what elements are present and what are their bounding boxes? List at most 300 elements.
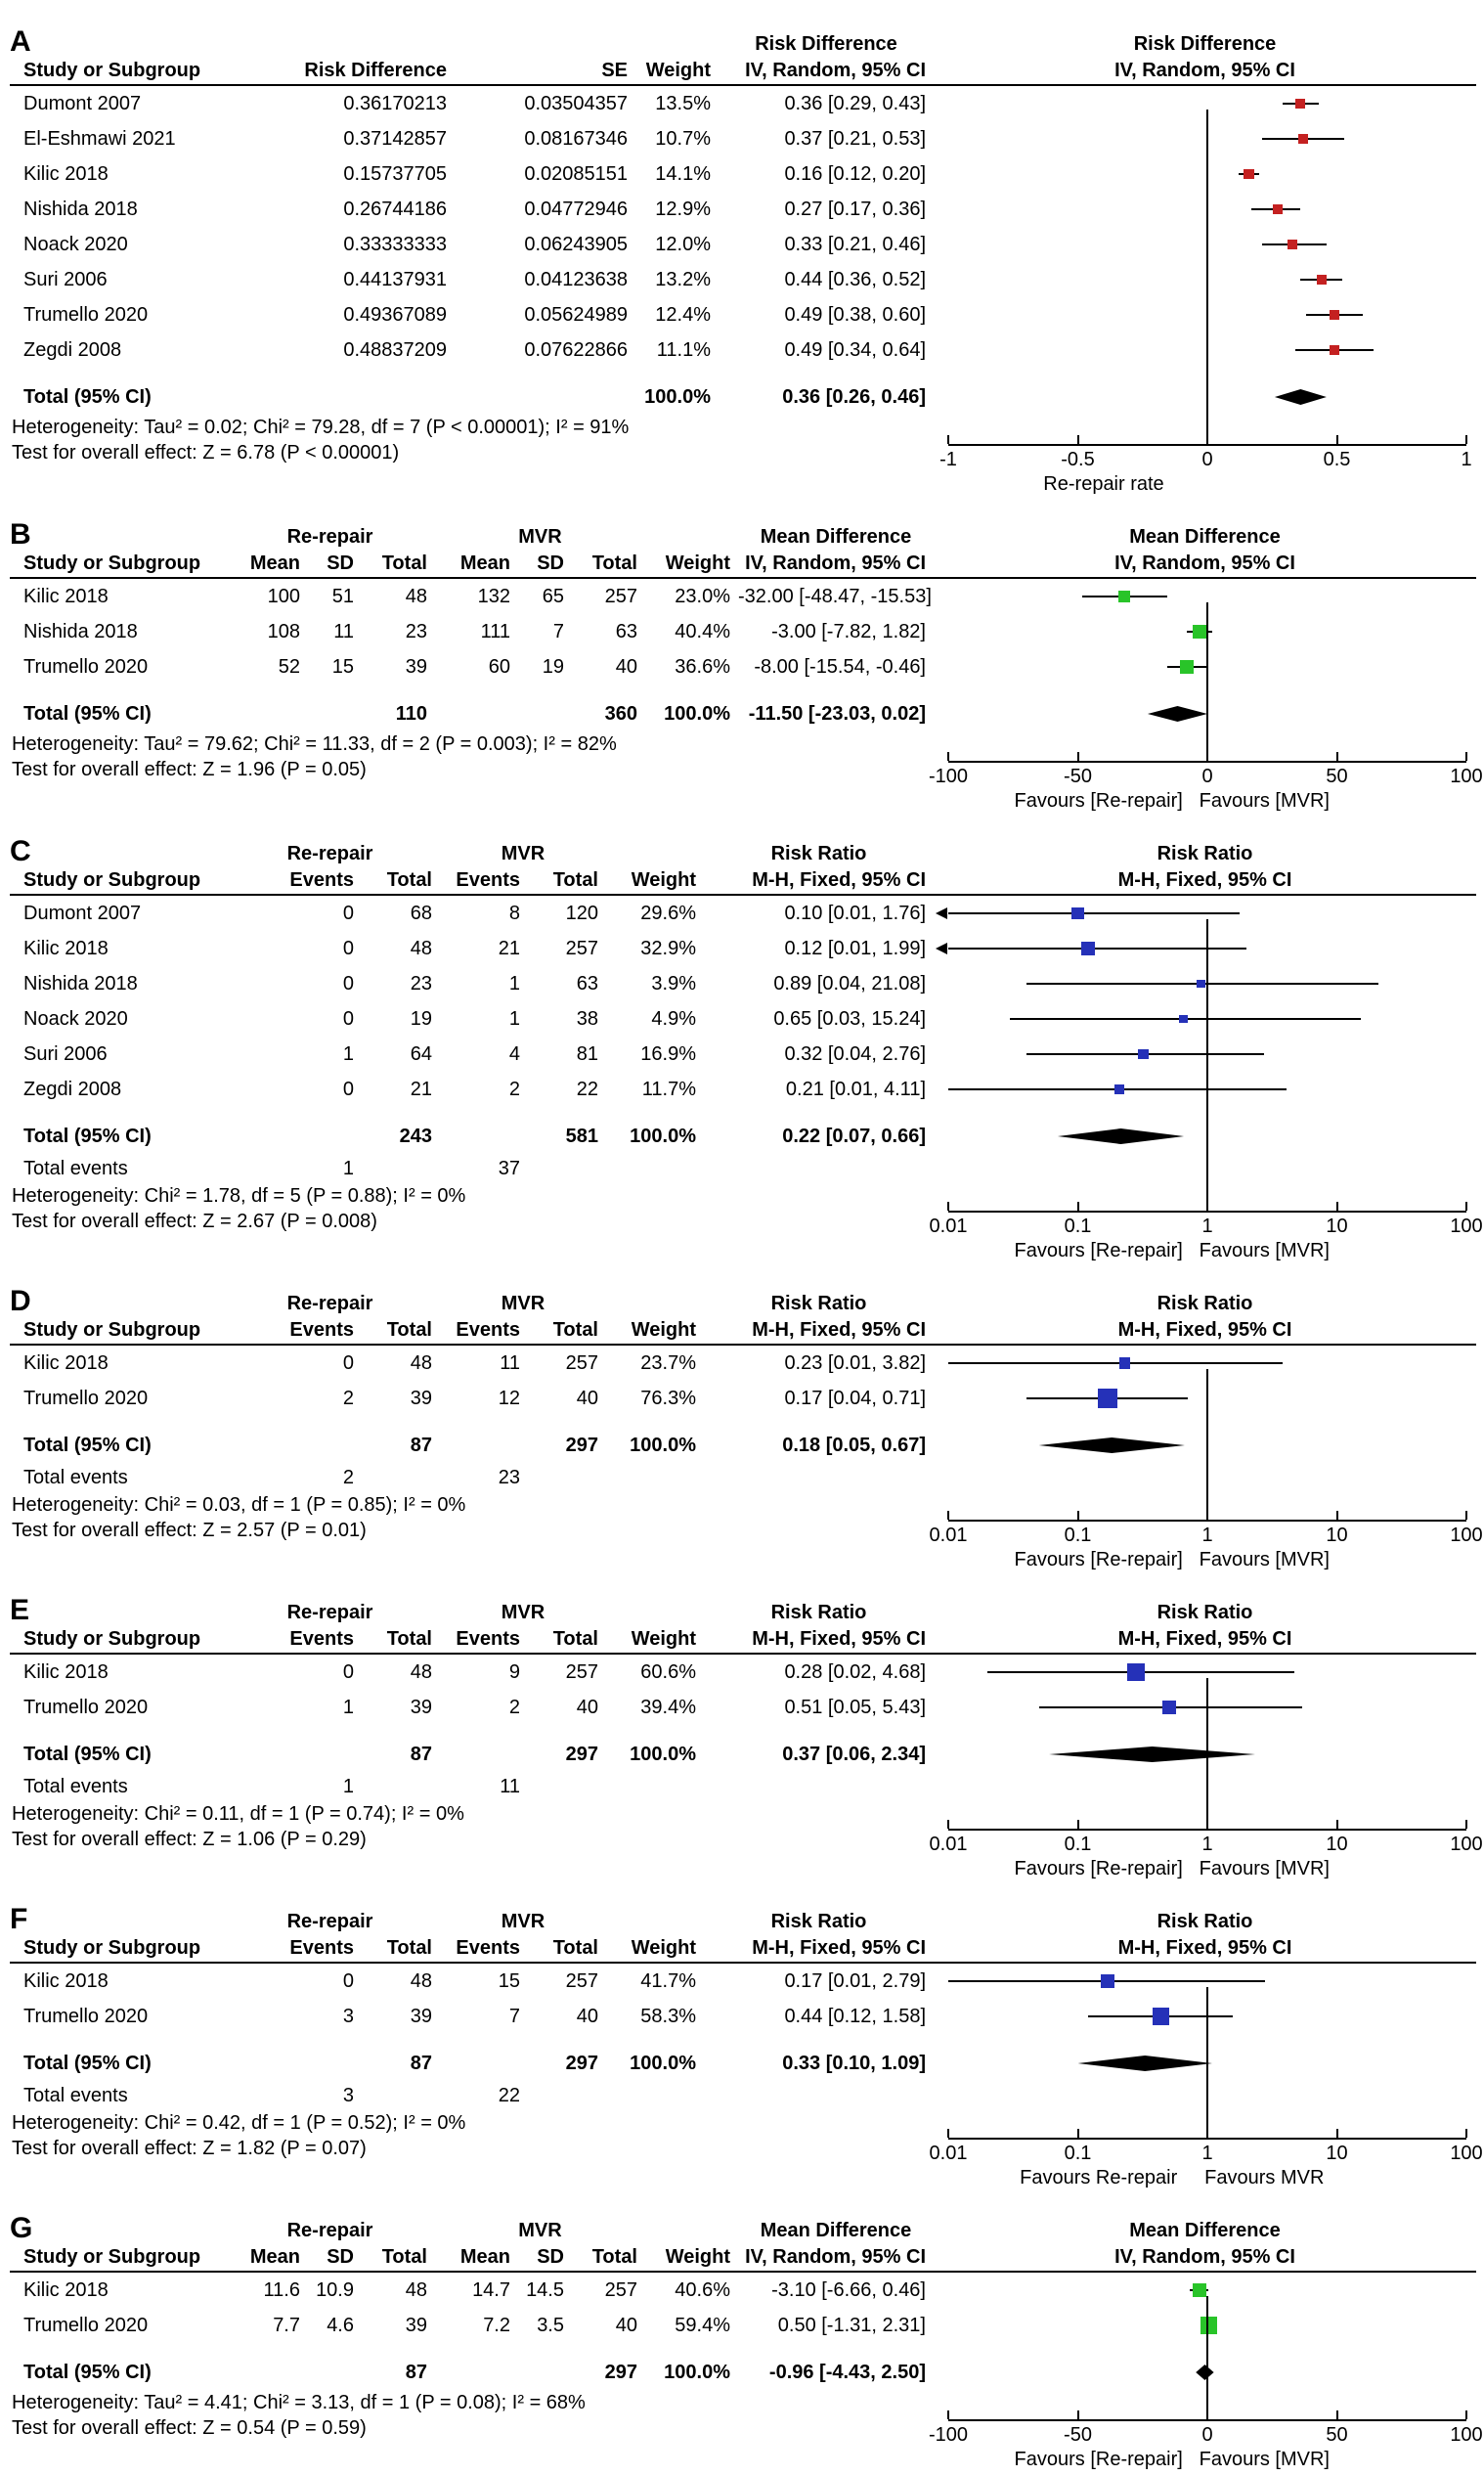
column-header: Events bbox=[289, 1627, 354, 1650]
plot-cell bbox=[934, 931, 1476, 966]
overall-effect-note: Test for overall effect: Z = 1.82 (P = 0.07) bbox=[12, 2138, 367, 2159]
column-header: Total bbox=[386, 1627, 432, 1650]
group-header-rerepair: Re-repair bbox=[286, 2219, 373, 2241]
heterogeneity-note: Heterogeneity: Chi² = 0.42, df = 1 (P = 0.52); I² = 0% bbox=[12, 2112, 466, 2134]
study-cell: 39 bbox=[410, 1387, 432, 1409]
column-header: Weight bbox=[665, 2245, 730, 2268]
study-row bbox=[10, 262, 1476, 297]
axis-tick bbox=[1077, 2129, 1079, 2138]
total-cell: Total (95% CI) bbox=[23, 1434, 152, 1456]
plot-cell-total bbox=[934, 2046, 1476, 2081]
effect-marker bbox=[1153, 2008, 1169, 2024]
total-events-cell: Total events bbox=[23, 2084, 128, 2106]
axis-tick bbox=[1465, 1820, 1467, 1829]
effect-marker bbox=[1180, 660, 1194, 674]
study-cell: 39.4% bbox=[640, 1696, 696, 1718]
column-header: Events bbox=[289, 1936, 354, 1959]
header-group-row bbox=[10, 841, 1476, 866]
study-cell: 59.4% bbox=[675, 2314, 730, 2336]
effect-marker bbox=[1298, 134, 1308, 144]
summary-diamond bbox=[1275, 389, 1327, 405]
effect-marker bbox=[1317, 275, 1327, 285]
study-cell: 64 bbox=[410, 1042, 432, 1065]
total-cell: 100.0% bbox=[630, 1434, 696, 1456]
study-cell: 48 bbox=[410, 937, 432, 959]
study-cell: 38 bbox=[576, 1007, 598, 1030]
total-cell: 360 bbox=[604, 702, 637, 725]
total-cell: 110 bbox=[395, 702, 427, 725]
axis-tick-label: 1 bbox=[1201, 1525, 1213, 1546]
study-cell: 4 bbox=[508, 1042, 520, 1065]
summary-diamond bbox=[1039, 1437, 1185, 1453]
plot-cell-total bbox=[934, 1737, 1476, 1772]
effect-title: Risk Ratio bbox=[770, 1910, 867, 1932]
plot-effect-subtitle: M-H, Fixed, 95% CI bbox=[1117, 868, 1292, 891]
study-row bbox=[10, 614, 1476, 649]
axis-tick-label: 0 bbox=[1201, 2424, 1213, 2446]
total-events-row bbox=[10, 1154, 1476, 1183]
study-cell: 0.23 [0.01, 3.82] bbox=[784, 1351, 926, 1374]
study-name: Suri 2006 bbox=[23, 1042, 108, 1065]
study-name: Kilic 2018 bbox=[23, 1351, 109, 1374]
study-name: El-Eshmawi 2021 bbox=[23, 127, 176, 150]
study-cell: 257 bbox=[565, 1660, 598, 1683]
column-header: Total bbox=[552, 1318, 598, 1341]
study-cell: 60 bbox=[488, 655, 510, 678]
overall-effect-note: Test for overall effect: Z = 0.54 (P = 0.59) bbox=[12, 2417, 367, 2439]
study-cell: 40 bbox=[576, 2005, 598, 2027]
plot-effect-title: Risk Ratio bbox=[1157, 1292, 1253, 1314]
study-cell: 52 bbox=[278, 655, 300, 678]
panel-label-G: G bbox=[10, 2212, 33, 2244]
study-row bbox=[10, 966, 1476, 1001]
plot-cell bbox=[934, 1346, 1476, 1381]
study-cell: 11.6 bbox=[263, 2278, 300, 2301]
effect-marker bbox=[1193, 625, 1206, 639]
study-name: Trumello 2020 bbox=[23, 2005, 149, 2027]
total-row bbox=[10, 2046, 1476, 2081]
total-cell: 0.36 [0.26, 0.46] bbox=[782, 385, 926, 408]
study-cell: 0.08167346 bbox=[524, 127, 628, 150]
study-name: Kilic 2018 bbox=[23, 2278, 109, 2301]
study-row bbox=[10, 86, 1476, 121]
axis-tick-label: 0.1 bbox=[1064, 1834, 1092, 1855]
study-cell: 63 bbox=[615, 620, 637, 642]
study-row bbox=[10, 1037, 1476, 1072]
column-header: Study or Subgroup bbox=[23, 552, 201, 574]
study-cell: 9 bbox=[508, 1660, 520, 1683]
column-header: IV, Random, 95% CI bbox=[745, 59, 926, 81]
column-header: M-H, Fixed, 95% CI bbox=[752, 1627, 926, 1650]
total-cell: 100.0% bbox=[644, 385, 711, 408]
panel-label-D: D bbox=[10, 1285, 31, 1317]
axis-tick bbox=[1336, 2410, 1338, 2419]
plot-effect-title: Mean Difference bbox=[1129, 525, 1281, 548]
total-cell: 0.33 [0.10, 1.09] bbox=[782, 2052, 926, 2074]
favours-left-label: Favours [Re-repair] bbox=[1014, 1549, 1183, 1570]
summary-diamond bbox=[1049, 1746, 1255, 1762]
axis-tick bbox=[1077, 1202, 1079, 1211]
column-header: Weight bbox=[631, 868, 696, 891]
study-cell: 12 bbox=[498, 1387, 520, 1409]
summary-diamond bbox=[1058, 1128, 1184, 1144]
column-header: Events bbox=[456, 868, 520, 891]
study-cell: 48 bbox=[405, 2278, 427, 2301]
header-group-row bbox=[10, 31, 1476, 57]
study-cell: 23.0% bbox=[675, 585, 730, 607]
study-cell: 0.49 [0.38, 0.60] bbox=[784, 303, 926, 326]
total-events-cell: Total events bbox=[23, 1775, 128, 1797]
axis-tick bbox=[1206, 1820, 1208, 1829]
study-cell: 0.16 [0.12, 0.20] bbox=[784, 162, 926, 185]
header-group-row bbox=[10, 1291, 1476, 1316]
plot-cell bbox=[934, 156, 1476, 192]
effect-title: Risk Difference bbox=[755, 32, 897, 55]
total-cell: 0.22 [0.07, 0.66] bbox=[782, 1125, 926, 1147]
column-header: SD bbox=[327, 552, 354, 574]
panel-B bbox=[10, 518, 1483, 818]
study-row bbox=[10, 227, 1476, 262]
group-header-mvr: MVR bbox=[501, 1292, 546, 1314]
axis-tick-label: 100 bbox=[1450, 1525, 1483, 1546]
plot-cell bbox=[934, 121, 1476, 156]
plot-cell bbox=[934, 1999, 1476, 2034]
axis-tick bbox=[947, 1511, 949, 1520]
study-name: Zegdi 2008 bbox=[23, 1078, 122, 1100]
study-cell: 0 bbox=[342, 937, 354, 959]
header-group-row bbox=[10, 1909, 1476, 1934]
plot-cell bbox=[934, 332, 1476, 368]
plot-cell bbox=[934, 192, 1476, 227]
header-columns-row bbox=[10, 2243, 1476, 2273]
plot-cell bbox=[934, 614, 1476, 649]
study-cell: 0.44137931 bbox=[343, 268, 447, 290]
ci-line bbox=[948, 1362, 1283, 1364]
column-header: SD bbox=[537, 2245, 564, 2268]
total-cell: -0.96 [-4.43, 2.50] bbox=[768, 2361, 926, 2383]
study-cell: 40.6% bbox=[675, 2278, 730, 2301]
column-header: Total bbox=[386, 868, 432, 891]
study-cell: 48 bbox=[410, 1969, 432, 1992]
favours-right-label: Favours [MVR] bbox=[1199, 1858, 1330, 1879]
effect-marker bbox=[1118, 591, 1130, 602]
study-cell: 3.5 bbox=[537, 2314, 564, 2336]
column-header: Weight bbox=[631, 1936, 696, 1959]
column-header: Total bbox=[381, 2245, 427, 2268]
study-cell: 41.7% bbox=[640, 1969, 696, 1992]
plot-effect-subtitle: IV, Random, 95% CI bbox=[1114, 59, 1295, 81]
axis-tick-label: -1 bbox=[939, 449, 957, 470]
column-header: Study or Subgroup bbox=[23, 1627, 201, 1650]
overall-effect-note: Test for overall effect: Z = 6.78 (P < 0.00001) bbox=[12, 442, 400, 464]
group-header-rerepair: Re-repair bbox=[286, 525, 373, 548]
study-row bbox=[10, 649, 1476, 685]
study-cell: 36.6% bbox=[675, 655, 730, 678]
total-cell: 87 bbox=[410, 2052, 432, 2074]
axis-tick bbox=[1077, 752, 1079, 761]
axis-tick-label: 1 bbox=[1201, 1834, 1213, 1855]
total-cell: 297 bbox=[604, 2361, 637, 2383]
plot-cell bbox=[934, 1655, 1476, 1690]
study-cell: 19 bbox=[410, 1007, 432, 1030]
axis-tick-label: 1 bbox=[1461, 449, 1472, 470]
study-cell: 7.7 bbox=[273, 2314, 300, 2336]
panel-E bbox=[10, 1594, 1483, 1885]
column-header: Study or Subgroup bbox=[23, 59, 201, 81]
column-header: SD bbox=[327, 2245, 354, 2268]
panel-A bbox=[10, 25, 1476, 501]
effect-title: Risk Ratio bbox=[770, 1601, 867, 1623]
axis-tick bbox=[1206, 435, 1208, 444]
column-header: Study or Subgroup bbox=[23, 2245, 201, 2268]
column-header: M-H, Fixed, 95% CI bbox=[752, 868, 926, 891]
header-group-row bbox=[10, 2218, 1476, 2243]
study-cell: 11.1% bbox=[656, 338, 711, 361]
study-cell: 4.6 bbox=[327, 2314, 354, 2336]
column-header: Events bbox=[289, 868, 354, 891]
no-effect-line bbox=[1206, 110, 1208, 446]
study-cell: 257 bbox=[565, 937, 598, 959]
study-cell: 0.21 [0.01, 4.11] bbox=[785, 1078, 926, 1100]
effect-title: Mean Difference bbox=[760, 2219, 912, 2241]
study-cell: 76.3% bbox=[640, 1387, 696, 1409]
total-cell: 100.0% bbox=[630, 1743, 696, 1765]
total-cell: 297 bbox=[565, 1434, 598, 1456]
study-cell: 7 bbox=[552, 620, 564, 642]
axis-tick-label: 0.01 bbox=[929, 1525, 968, 1546]
study-name: Dumont 2007 bbox=[23, 902, 142, 924]
spacer bbox=[10, 368, 1476, 379]
study-name: Kilic 2018 bbox=[23, 1660, 109, 1683]
study-cell: 11.7% bbox=[641, 1078, 696, 1100]
study-cell: 0.06243905 bbox=[524, 233, 628, 255]
total-events-row bbox=[10, 1463, 1476, 1492]
spacer bbox=[10, 2034, 1476, 2046]
plot-cell bbox=[934, 2273, 1476, 2308]
plot-cell bbox=[934, 227, 1476, 262]
axis-tick bbox=[947, 2129, 949, 2138]
study-cell: 68 bbox=[410, 902, 432, 924]
no-effect-line bbox=[1206, 2296, 1208, 2421]
axis-tick bbox=[1077, 1820, 1079, 1829]
study-cell: 63 bbox=[576, 972, 598, 995]
header-group-row bbox=[10, 524, 1476, 550]
favours-left-label: Favours Re-repair bbox=[1020, 2167, 1178, 2189]
panel-G bbox=[10, 2212, 1483, 2476]
study-row bbox=[10, 896, 1476, 931]
header-columns-row bbox=[10, 1625, 1476, 1655]
group-header-rerepair: Re-repair bbox=[286, 1910, 373, 1932]
plot-cell bbox=[934, 1690, 1476, 1725]
effect-marker bbox=[1127, 1663, 1145, 1681]
heterogeneity-note: Heterogeneity: Chi² = 0.11, df = 1 (P = 0.74); I² = 0% bbox=[12, 1803, 464, 1825]
study-cell: 0.49 [0.34, 0.64] bbox=[784, 338, 926, 361]
study-cell: 2 bbox=[508, 1078, 520, 1100]
favours-right-label: Favours [MVR] bbox=[1199, 1240, 1330, 1261]
effect-marker bbox=[1071, 907, 1084, 920]
study-cell: 19 bbox=[542, 655, 564, 678]
study-cell: 29.6% bbox=[640, 902, 696, 924]
total-cell: Total (95% CI) bbox=[23, 702, 152, 725]
study-cell: 0 bbox=[342, 902, 354, 924]
summary-diamond bbox=[1148, 706, 1207, 722]
plot-cell bbox=[934, 1964, 1476, 1999]
study-row bbox=[10, 1964, 1476, 1999]
study-cell: 0.33 [0.21, 0.46] bbox=[784, 233, 926, 255]
total-row bbox=[10, 1119, 1476, 1154]
study-cell: 0.44 [0.36, 0.52] bbox=[784, 268, 926, 290]
total-events-cell: 22 bbox=[498, 2084, 520, 2106]
panel-F bbox=[10, 1903, 1483, 2194]
no-effect-line bbox=[1206, 1369, 1208, 1522]
axis-tick bbox=[1465, 752, 1467, 761]
plot-cell-total bbox=[934, 1119, 1476, 1154]
summary-diamond bbox=[1196, 2365, 1213, 2380]
study-name: Noack 2020 bbox=[23, 233, 128, 255]
study-row bbox=[10, 1381, 1476, 1416]
study-row bbox=[10, 931, 1476, 966]
total-events-cell: 11 bbox=[500, 1775, 520, 1797]
column-header: Events bbox=[456, 1318, 520, 1341]
total-events-cell: 37 bbox=[498, 1157, 520, 1179]
study-cell: 1 bbox=[508, 1007, 520, 1030]
axis-tick bbox=[1465, 2410, 1467, 2419]
study-cell: 0.17 [0.04, 0.71] bbox=[784, 1387, 926, 1409]
ci-line bbox=[948, 948, 1246, 950]
study-cell: 100 bbox=[267, 585, 300, 607]
study-cell: 0.03504357 bbox=[524, 92, 628, 114]
column-header: Weight bbox=[665, 552, 730, 574]
total-events-cell: Total events bbox=[23, 1466, 128, 1488]
axis-tick-label: 0.01 bbox=[929, 1216, 968, 1237]
clipped-ci-arrow-left bbox=[936, 907, 947, 919]
study-cell: 1 bbox=[342, 1042, 354, 1065]
axis-tick-label: 0.01 bbox=[929, 1834, 968, 1855]
column-header: Mean bbox=[459, 2245, 510, 2268]
study-cell: 0.27 [0.17, 0.36] bbox=[784, 198, 926, 220]
axis-tick bbox=[947, 1820, 949, 1829]
axis-tick-label: 10 bbox=[1326, 2143, 1348, 2164]
column-header: Total bbox=[552, 1627, 598, 1650]
total-row bbox=[10, 379, 1476, 415]
study-cell: 81 bbox=[576, 1042, 598, 1065]
study-cell: 15 bbox=[331, 655, 354, 678]
total-cell: -11.50 [-23.03, 0.02] bbox=[748, 702, 926, 725]
study-cell: 21 bbox=[410, 1078, 432, 1100]
plot-effect-subtitle: IV, Random, 95% CI bbox=[1114, 552, 1295, 574]
ci-line bbox=[948, 912, 1240, 914]
plot-cell bbox=[934, 2308, 1476, 2343]
column-header: IV, Random, 95% CI bbox=[745, 2245, 926, 2268]
effect-marker bbox=[1288, 240, 1297, 249]
axis-tick-label: 0.01 bbox=[929, 2143, 968, 2164]
study-name: Trumello 2020 bbox=[23, 2314, 149, 2336]
effect-marker bbox=[1330, 345, 1339, 355]
study-cell: 0.15737705 bbox=[343, 162, 447, 185]
study-cell: 23 bbox=[405, 620, 427, 642]
plot-effect-title: Risk Ratio bbox=[1157, 1910, 1253, 1932]
study-cell: 108 bbox=[267, 620, 300, 642]
total-cell: Total (95% CI) bbox=[23, 1743, 152, 1765]
heterogeneity-note: Heterogeneity: Chi² = 1.78, df = 5 (P = 0.88); I² = 0% bbox=[12, 1185, 466, 1207]
study-cell: 39 bbox=[405, 2314, 427, 2336]
axis-tick bbox=[1336, 1820, 1338, 1829]
axis-line bbox=[948, 1211, 1466, 1213]
overall-effect-note: Test for overall effect: Z = 1.06 (P = 0.29) bbox=[12, 1829, 367, 1850]
column-header: Total bbox=[386, 1936, 432, 1959]
plot-cell-total bbox=[934, 1428, 1476, 1463]
effect-marker bbox=[1179, 1015, 1188, 1024]
axis-tick bbox=[1336, 1511, 1338, 1520]
column-header: Total bbox=[591, 2245, 637, 2268]
study-cell: 0.65 [0.03, 15.24] bbox=[773, 1007, 926, 1030]
study-cell: 2 bbox=[342, 1387, 354, 1409]
total-cell: Total (95% CI) bbox=[23, 2052, 152, 2074]
favours-left-label: Favours [Re-repair] bbox=[1014, 790, 1183, 812]
axis-tick-label: -100 bbox=[928, 766, 969, 787]
study-cell: 0.49367089 bbox=[343, 303, 447, 326]
column-header: Weight bbox=[645, 59, 711, 81]
axis-tick bbox=[1336, 1202, 1338, 1211]
heterogeneity-note: Heterogeneity: Chi² = 0.03, df = 1 (P = 0.85); I² = 0% bbox=[12, 1494, 466, 1516]
axis-tick bbox=[1077, 2410, 1079, 2419]
study-cell: 22 bbox=[576, 1078, 598, 1100]
plot-cell bbox=[934, 297, 1476, 332]
study-cell: 39 bbox=[405, 655, 427, 678]
group-header-mvr: MVR bbox=[518, 525, 562, 548]
axis-tick-label: 50 bbox=[1326, 2424, 1348, 2446]
forest-plot-figure bbox=[10, 25, 1484, 2476]
study-cell: 257 bbox=[565, 1969, 598, 1992]
header-columns-row bbox=[10, 1934, 1476, 1964]
heterogeneity-note: Heterogeneity: Tau² = 0.02; Chi² = 79.28, df = 7 (P < 0.00001); I² = 91% bbox=[12, 417, 630, 438]
study-cell: 23.7% bbox=[640, 1351, 696, 1374]
study-row bbox=[10, 332, 1476, 368]
total-events-cell: Total events bbox=[23, 1157, 128, 1179]
effect-marker bbox=[1193, 2283, 1206, 2297]
study-cell: 0.36 [0.29, 0.43] bbox=[784, 92, 926, 114]
study-cell: 111 bbox=[480, 620, 510, 642]
favours-right-label: Favours [MVR] bbox=[1199, 1549, 1330, 1570]
study-row bbox=[10, 1690, 1476, 1725]
plot-effect-subtitle: IV, Random, 95% CI bbox=[1114, 2245, 1295, 2268]
plot-cell bbox=[934, 649, 1476, 685]
group-header-mvr: MVR bbox=[501, 1601, 546, 1623]
plot-effect-subtitle: M-H, Fixed, 95% CI bbox=[1117, 1627, 1292, 1650]
study-cell: 65 bbox=[542, 585, 564, 607]
effect-marker bbox=[1330, 310, 1339, 320]
column-header: Total bbox=[386, 1318, 432, 1341]
study-row bbox=[10, 1001, 1476, 1037]
axis-tick bbox=[1206, 2410, 1208, 2419]
study-cell: 132 bbox=[477, 585, 510, 607]
study-cell: 23 bbox=[410, 972, 432, 995]
group-header-rerepair: Re-repair bbox=[286, 842, 373, 864]
study-cell: 0.04123638 bbox=[524, 268, 628, 290]
favours-right-label: Favours MVR bbox=[1204, 2167, 1325, 2189]
spacer bbox=[10, 2343, 1476, 2355]
study-cell: 40 bbox=[576, 1696, 598, 1718]
study-cell: 0.02085151 bbox=[524, 162, 628, 185]
study-cell: 10.9 bbox=[316, 2278, 354, 2301]
study-cell: 0.28 [0.02, 4.68] bbox=[784, 1660, 926, 1683]
plot-cell bbox=[934, 262, 1476, 297]
study-cell: 39 bbox=[410, 2005, 432, 2027]
study-cell: 40 bbox=[615, 655, 637, 678]
total-events-cell: 23 bbox=[498, 1466, 520, 1488]
study-cell: 0.33333333 bbox=[343, 233, 447, 255]
group-header-mvr: MVR bbox=[501, 1910, 546, 1932]
